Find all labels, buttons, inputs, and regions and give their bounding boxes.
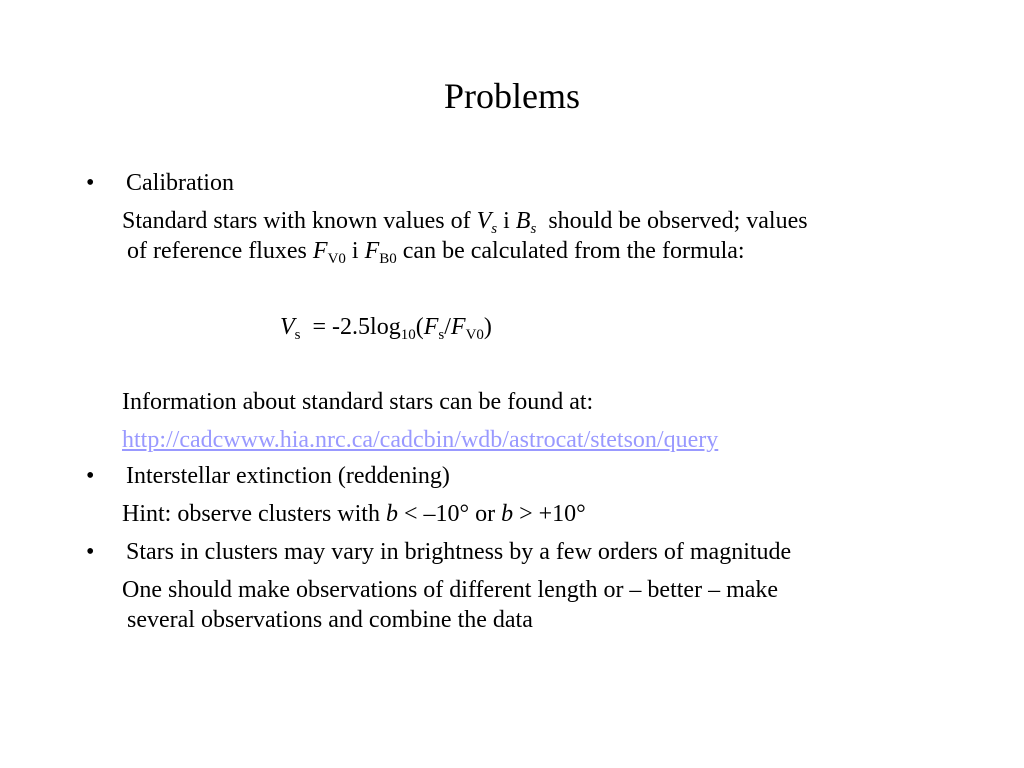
- bullet-calibration: Calibration: [126, 170, 234, 196]
- brightness-note-line-1: One should make observations of different length or – better – make: [122, 577, 779, 603]
- magnitude-formula: $V_s = -2.5\log_{10}(F_s/F_{V0})$: [280, 314, 492, 343]
- bullet-cluster-brightness: Stars in clusters may vary in brightness by a few orders of magnitude: [126, 539, 792, 565]
- bullet-interstellar-extinction: Interstellar extinction (reddening): [126, 463, 450, 489]
- slide-title: Problems: [443, 76, 580, 116]
- bullet-icon: •: [86, 170, 95, 196]
- standard-stars-link[interactable]: http://cadcwww.hia.nrc.ca/cadcbin/wdb/astrocat/stetson/query: [122, 427, 719, 453]
- calibration-text-line-1: Standard stars with known values of $V_s$ i $B_s$ should be observed; values: [122, 208, 808, 237]
- bullet-icon: •: [86, 463, 95, 489]
- standard-stars-info: Information about standard stars can be found at:: [122, 389, 594, 415]
- bullet-icon: •: [86, 539, 95, 565]
- extinction-hint: Hint: observe clusters with b < –10° or b > +10°: [122, 501, 586, 527]
- brightness-note-line-2: several observations and combine the data: [127, 607, 533, 633]
- calibration-text-line-2: of reference fluxes $F_{V0}$ i $F_{B0}$ can be calculated from the formula:: [127, 238, 745, 267]
